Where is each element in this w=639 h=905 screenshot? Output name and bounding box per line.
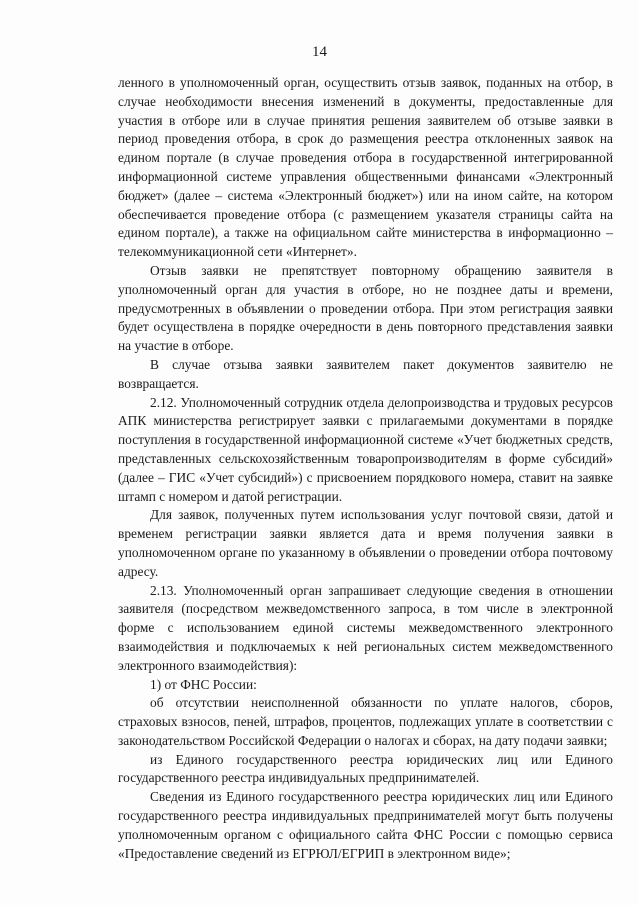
list-item-fns: 1) от ФНС России: bbox=[150, 676, 257, 692]
paragraph-section-2-13: 2.13. Уполномоченный орган запрашивает следующие сведения в отношении заявителя (посредством межведомственного запроса, в том числе в электронной форме с использованием единой системы межведомственного электронного взаимодействия и подключаемых к ней региональных систем межведомственного электронного взаимодействия): bbox=[118, 582, 613, 673]
paragraph-registry-info: Сведения из Единого государственного реестра юридических лиц или Единого государственного реестра индивидуальных предпринимателей могут быть получены уполномоченным органом с официального сайта ФНС России с помощью сервиса «Предоставление сведений из ЕГРЮЛ/ЕГРИП в электронном виде»; bbox=[118, 789, 613, 861]
page-number: 14 bbox=[312, 44, 327, 60]
paragraph-section-2-12: 2.12. Уполномоченный сотрудник отдела делопроизводства и трудовых ресурсов АПК министерства регистрирует заявки с прилагаемыми документами в порядке поступления в государственной информационной системе «Учет бюджетных средств, представленных сельскохозяйственным товаропроизводителям в форме субсидий» (далее – ГИС «Учет субсидий») с присвоением порядкового номера, ставит на заявке штамп с номером и датой регистрации. bbox=[118, 394, 613, 504]
list-item-tax-debt: об отсутствии неисполненной обязанности по уплате налогов, сборов, страховых взносов, пеней, штрафов, процентов, подлежащих уплате в соответствии с законодательством Российской Федерации о налогах и сборах, на дату подачи заявки; bbox=[118, 695, 613, 748]
paragraph-documents-return: В случае отзыва заявки заявителем пакет документов заявителю не возвращается. bbox=[118, 356, 613, 391]
document-body bbox=[118, 74, 613, 863]
list-item-registry: из Единого государственного реестра юридических лиц или Единого государственного реестра индивидуальных предпринимателей. bbox=[118, 751, 613, 786]
paragraph-continuation: ленного в уполномоченный орган, осуществить отзыв заявок, поданных на отбор, в случае необходимости внесения изменений в документы, предоставленные для участия в отборе или в случае принятия решения заявителем об отзыве заявки в период проведения отбора, в срок до размещения реестра отклоненных заявок на едином портале (в случае проведения отбора в государственной интегрированной информационной системе управления общественными финансами «Электронный бюджет» (далее – система «Электронный бюджет») или на ином сайте, на котором обеспечивается проведение отбора (с размещением указателя страницы сайта на едином портале), а также на официальном сайте министерства в информационно – телекоммуникационной сети «Интернет». bbox=[118, 75, 613, 260]
paragraph-withdrawal: Отзыв заявки не препятствует повторному обращению заявителя в уполномоченный орган для участия в отборе, но не позднее даты и времени, предусмотренных в объявлении о проведении отбора. При этом регистрация заявки будет осуществлена в порядке очередности в день повторного представления заявки на участие в отборе. bbox=[118, 262, 613, 354]
paragraph-postal-registration: Для заявок, полученных путем использования услуг почтовой связи, датой и временем регистрации заявки является дата и время получения заявки в уполномоченном органе по указанному в объявлении о проведении отбора почтовому адресу. bbox=[118, 507, 613, 579]
